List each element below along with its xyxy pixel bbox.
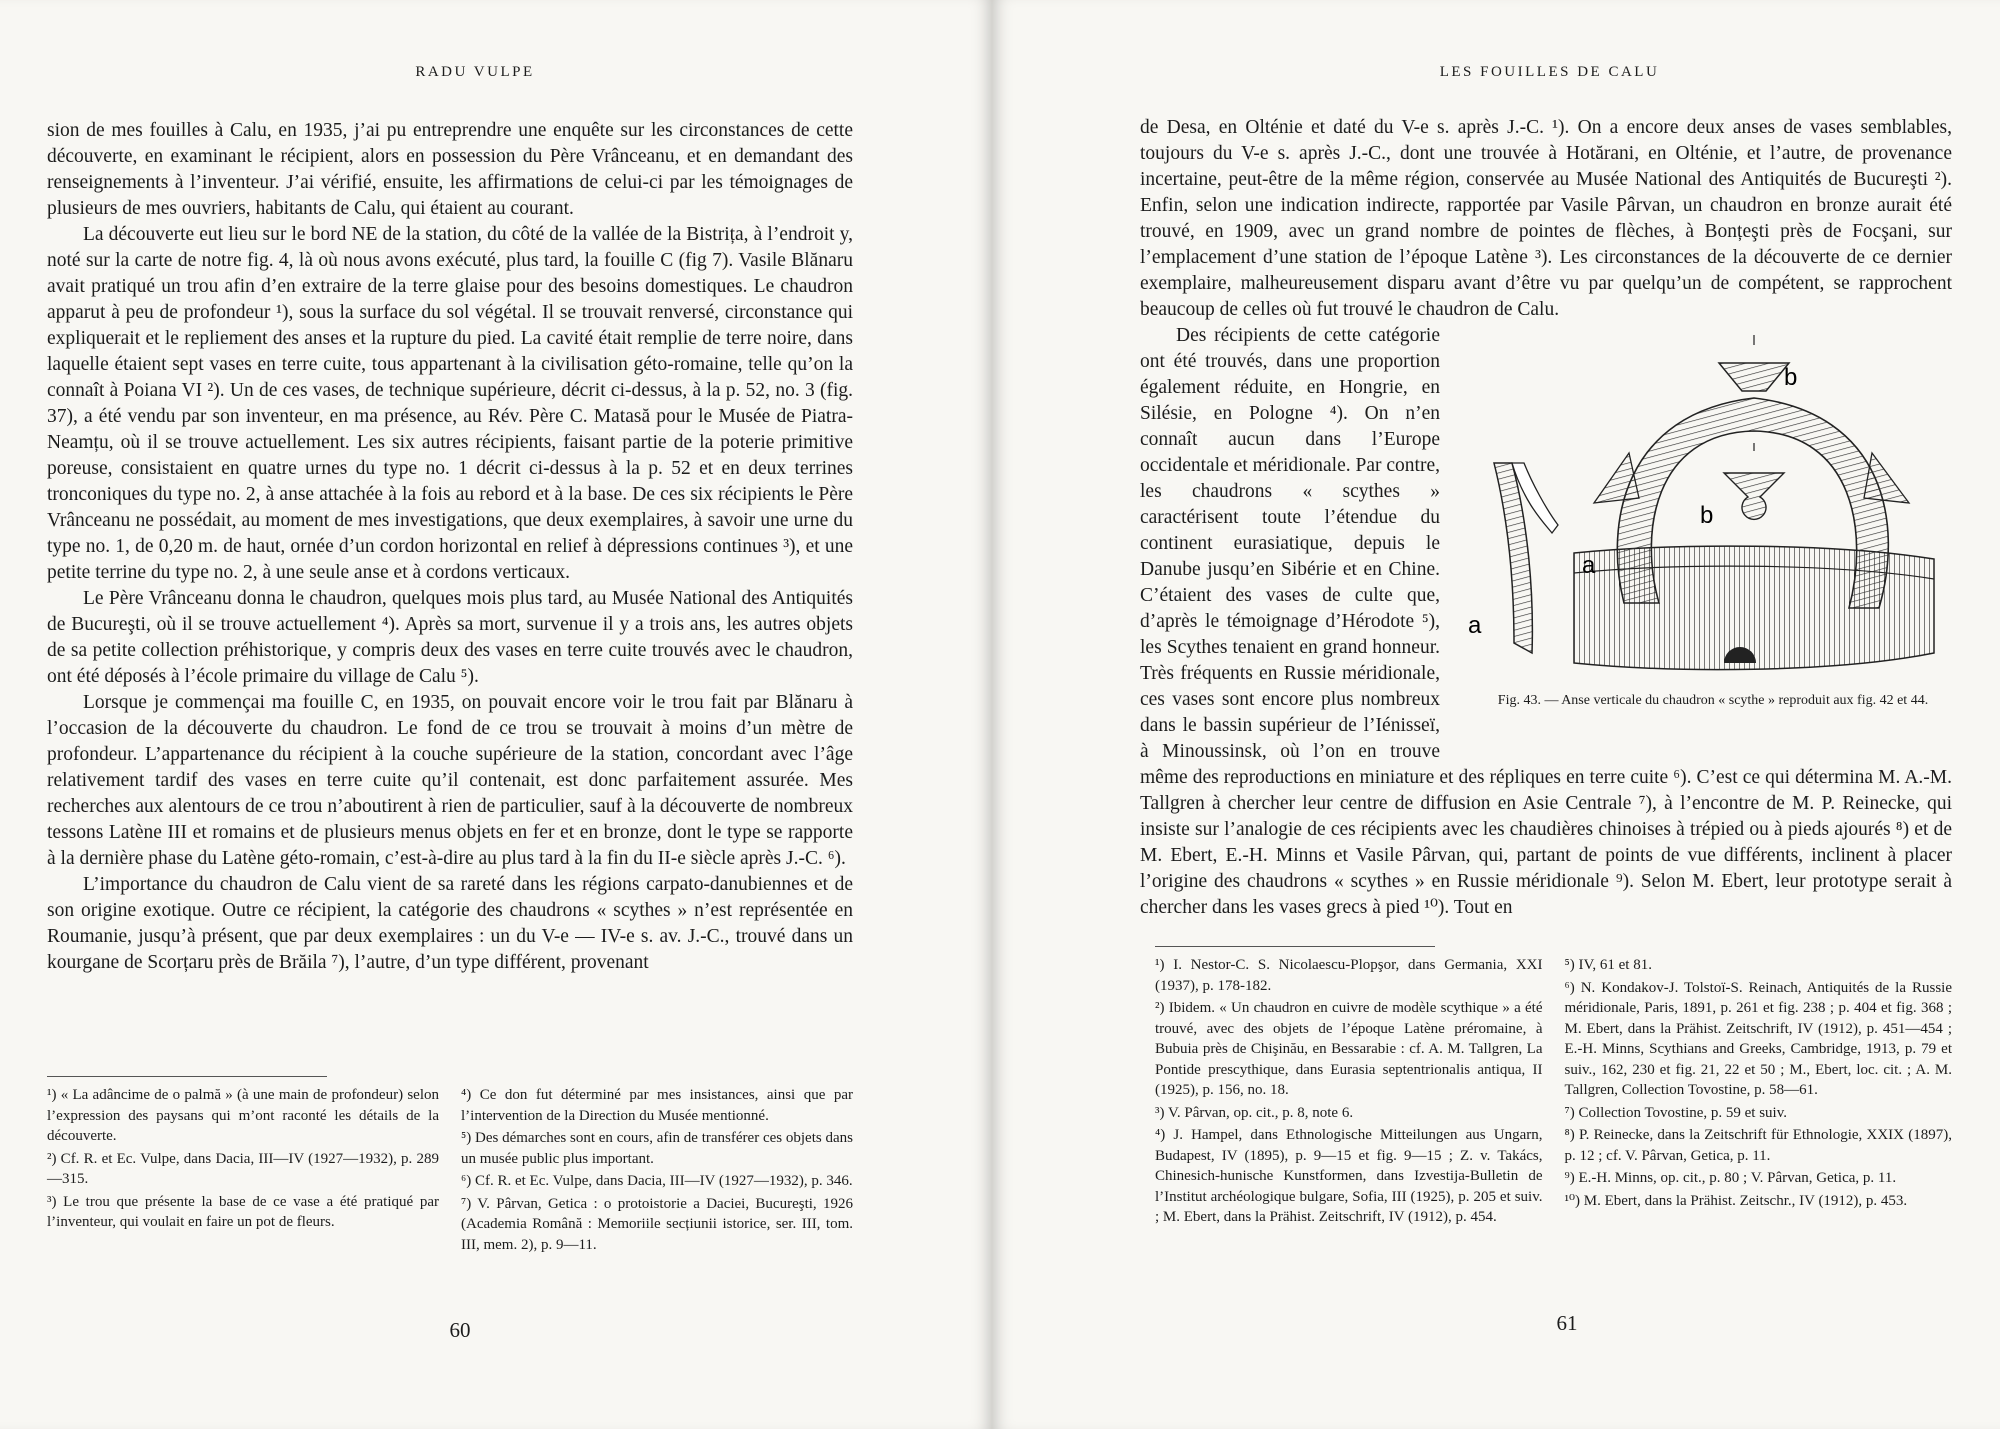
page-number-left: 60: [449, 1318, 471, 1342]
footnote: ⁶) N. Kondakov-J. Tolstoï-S. Reinach, Antiquités de la Russie méridionale, Paris, 1891, p. 261 et fig. 238 ; p. 404 et fig. 368 ; M. Ebert, dans la Prähist. Zeitschrift, IV (1912), p. 451—454 ; E.-H. Minns, Scythians and Greeks, Cambridge, 1913, p. 79 et suiv., 162, 230 et fig. 21, 22 et 50 ; M., Ebert, loc. cit. ; A. M. Tallgren, Collection Tovostine, p. 58—61.: [1564, 979, 1952, 1098]
footnote: ⁷) V. Pârvan, Getica : o protoistorie a Daciei, Bucureşti, 1926 (Academia Română : Memoriile secțiunii istorice, ser. III, tom. III, mem. 2), p. 9—11.: [461, 1195, 853, 1253]
footnote: ²) Cf. R. et Ec. Vulpe, dans Dacia, III—IV (1927—1932), p. 289—315.: [47, 1150, 439, 1187]
footnote: ⁸) P. Reinecke, dans la Zeitschrift für Ethnologie, XXIX (1897), p. 12 ; cf. V. Pârvan, Getica, p. 11.: [1564, 1127, 1952, 1164]
footnote-rule: [47, 1076, 327, 1077]
handle-side-knob-left: [1594, 453, 1639, 503]
handle-top-knob: [1719, 363, 1789, 391]
paragraph: Des récipients de cette catégorie ont été trouvés, dans une proportion également réduite, en Hongrie, en Silésie, en Pologne ⁴). On n’en connaît aucun dans l’Europe occidentale et méridionale. Par contre, les chaudrons « scythes » caractérisent toute l’étendue du continent eurasiatique, depuis le Danube jusqu’en Sibérie et en Chine. C’étaient des vases de culte que, d’après le témoignage d’Hérodote ⁵), les Scythes tenaient en grand honneur. Très fréquents en Russie méridionale, ces vases sont encore plus nombreux dans le bassin supérieur de l’Iénisseï, à Minoussinsk, où l’on en trouve même des reproductions en miniature et des répliques en terre cuite ⁶). C’est ce qui détermina M. A.-M. Tallgren à chercher leur centre de diffusion en Asie Centrale ⁷), à l’encontre de M. P. Reinecke, qui insiste sur l’analogie de ces récipients avec les chaudières chinoises à trépied ou à pieds ajourés ⁸) et de M. Ebert, E.-H. Minns et Vasile Pârvan, qui, partant de points de vue différents, inclinent à placer l’origine des chaudrons « scythes » en Russie méridionale ⁹). Selon M. Ebert, leur prototype serait à chercher dans les vases grecs à pied ¹⁰). Tout en: [1140, 325, 1952, 918]
page-number-right: 61: [1556, 1311, 1578, 1335]
footnote: ⁴) Ce don fut déterminé par mes insistances, ainsi que par l’intervention de la Direction du Musée mentionné.: [461, 1087, 853, 1124]
footnote-rule: [1155, 946, 1435, 947]
paragraph: La découverte eut lieu sur le bord NE de la station, du côté de la vallée de la Bistrița, à l’endroit y, noté sur la carte de notre fig. 4, là où nous avons exécuté, plus tard, la fouille C (fig 7). Vasile Blănaru avait pratiqué un trou afin d’en extraire de la terre glaise pour des besoins domestiques. Le chaudron apparut à peu de profondeur ¹), sous la surface du sol végétal. Il se trouvait renversé, circonstance qui expliquerait et le repliement des anses et la rupture du pied. La cavité était remplie de terre noire, dans laquelle étaient sept vases en terre cuite, tous appartenant à la civilisation géto-romaine, telle qu’on la connaît à Poiana VI ²). Un de ces vases, de technique supérieure, décrit ci-dessus, à la p. 52, no. 3 (fig. 37), a été vendu par son inventeur, en ma présence, au Rév. Père C. Matasă pour le Musée de Piatra-Neamțu, où il se trouve actuellement. Les six autres récipients, faisant partie de la poterie primitive poreuse, consistaient en quatre urnes du type no. 1 décrit ci-dessus à la p. 52 et en deux terrines tronconiques du type no. 2, à anse attachée à la fois au rebord et à la base. De ces six récipients le Père Vrânceanu ne possédait, au moment de mes investigations, que deux exemplaires, à savoir une urne du type no. 1, de 0,20 m. de haut, ornée d’un cordon horizontal en relief à dépressions continues ³), et une petite terrine du type no. 2, à une seule anse et à cordons verticaux.: [47, 224, 853, 583]
label-b-section: b: [1700, 502, 1714, 529]
footnote: ¹⁰) M. Ebert, dans la Prähist. Zeitschr., IV (1912), p. 453.: [1564, 1192, 1908, 1209]
label-a-side: a: [1468, 612, 1482, 639]
paragraph: de Desa, en Olténie et daté du V-e s. après J.-C. ¹). On a encore deux anses de vases semblables, toujours du V-e s. après J.-C., dont une trouvée à Hotărani, en Olténie, et l’autre, de provenance incertaine, peut-être de la même région, conservée au Musée National des Antiquités de Bucureşti ²). Enfin, selon une indication indirecte, rapportée par Vasile Pârvan, un chaudron en bronze aurait été trouvé, en 1909, avec un grand nombre de pointes de flèches, à Bonțeşti près de Focşani, sur l’emplacement d’une station de l’époque Latène ³). Les circonstances de la découverte de ce dernier exemplaire, malheureusement disparu avant d’être vu par quelqu’un de compétent, se rapprochent beaucoup de celles où fut trouvé le chaudron de Calu.: [1140, 117, 1952, 320]
footnote: ¹) « La adâncime de o palmă » (à une main de profondeur) selon l’expression des paysans qui m’ont raconté les détails de la découverte.: [47, 1087, 439, 1144]
footnote: ⁴) J. Hampel, dans Ethnologische Mitteilungen aus Ungarn, Budapest, IV (1895), p. 9—15 et fig. 9—15 ; Z. v. Takács, Chinesich-hunische Kunstformen, dans Izvestija-Bulletin de l’Institut archéologique bulgare, Sofia, III (1925), p. 205 et suiv. ; M. Ebert, dans la Prähist. Zeitschrift, IV (1912), p. 454.: [1155, 1127, 1543, 1225]
running-header-right: LES FOUILLES DE CALU: [1439, 64, 1660, 80]
footnote: ³) Le trou que présente la base de ce vase a été pratiqué par l’inventeur, qui voulait en faire un pot de fleurs.: [47, 1193, 439, 1230]
cauldron-handle-illustration: [1454, 323, 1952, 683]
right-page: [992, 0, 2000, 1429]
footnote: ⁷) Collection Tovostine, p. 59 et suiv.: [1564, 1104, 1787, 1121]
right-body-text: [1140, 115, 1952, 921]
left-footnotes: [47, 1085, 853, 1255]
right-footnotes: [1155, 955, 1952, 1228]
left-page: [0, 0, 992, 1429]
left-body-text: [47, 118, 853, 976]
footnote: ⁹) E.-H. Minns, op. cit., p. 80 ; V. Pârvan, Getica, p. 11.: [1564, 1170, 1897, 1186]
figure-43: [1454, 323, 1952, 743]
paragraph: Le Père Vrânceanu donna le chaudron, quelques mois plus tard, au Musée National des Antiquités de Bucureşti, où il se trouve actuellement ⁴). Après sa mort, survenue il y a trois ans, les autres objets de sa petite collection préhistorique, y compris deux des vases en terre cuite trouvés avec le chaudron, ont été déposés à l’école primaire du village de Calu ⁵).: [47, 588, 853, 687]
figure-caption: Fig. 43. — Anse verticale du chaudron « scythe » reproduit aux fig. 42 et 44.: [1497, 693, 1929, 708]
paragraph: sion de mes fouilles à Calu, en 1935, j’ai pu entreprendre une enquête sur les circonstances de cette découverte, en examinant le récipient, alors en possession du Père Vrânceanu, et en demandant des renseignements à l’inventeur. J’ai vérifié, ensuite, les affirmations de celui-ci par les témoignages de plusieurs de mes ouvriers, habitants de Calu, qui étaient au courant.: [47, 120, 853, 219]
footnote: ²) Ibidem. « Un chaudron en cuivre de modèle scythique » a été trouvé, avec des objets de l’époque Latène préromaine, à Bubuia près de Chişinău, en Bessarabie : cf. A. M. Tallgren, La Pontide prescythique, dans Eurasia septentrionalis antiqua, II (1925), p. 156, no. 18.: [1155, 1000, 1543, 1098]
section-detail: [1724, 473, 1784, 519]
footnote: ⁶) Cf. R. et Ec. Vulpe, dans Dacia, III—IV (1927—1932), p. 346.: [461, 1173, 853, 1189]
footnote: ³) V. Pârvan, op. cit., p. 8, note 6.: [1155, 1104, 1354, 1121]
footnote: ⁵) Des démarches sont en cours, afin de transférer ces objets dans un musée public plus important.: [461, 1130, 853, 1167]
footnote: ¹) I. Nestor-C. S. Nicolaescu-Plopşor, dans Germania, XXI (1937), p. 178-182.: [1155, 957, 1543, 994]
label-a-arch: a: [1582, 552, 1596, 579]
footnote: ⁵) IV, 61 et 81.: [1564, 957, 1652, 973]
handle-side-knob-right: [1864, 453, 1909, 503]
running-header-left: RADU VULPE: [415, 64, 535, 80]
paragraph: Lorsque je commençai ma fouille C, en 1935, on pouvait encore voir le trou fait par Blănaru à l’occasion de la découverte du chaudron. Le fond de ce trou se trouvait à moins d’un mètre de profondeur. L’appartenance du récipient à la couche supérieure de la station, concordant avec l’âge relativement tardif des vases en terre cuite qu’il contenait, est donc parfaitement assurée. Mes recherches aux alentours de ce trou n’aboutirent à rien de particulier, sauf à la découverte de nombreux tessons Latène III et romains et de plusieurs menus objets en fer et en bronze, dont le type se rapporte à la dernière phase du Latène géto-romain, c’est-à-dire au plus tard à la fin du II-e siècle après J.-C. ⁶).: [47, 692, 853, 869]
paragraph: L’importance du chaudron de Calu vient de sa rareté dans les régions carpato-danubiennes et de son origine exotique. Outre ce récipient, la catégorie des chaudrons « scythes » n’est représentée en Roumanie, jusqu’à présent, que par deux exemplaires : un du V-e — IV-e s. av. J.-C., trouvé dans un kourgane de Scorțaru près de Brăila ⁷), l’autre, d’un type différent, provenant: [47, 874, 853, 973]
label-b-top: b: [1784, 364, 1798, 391]
